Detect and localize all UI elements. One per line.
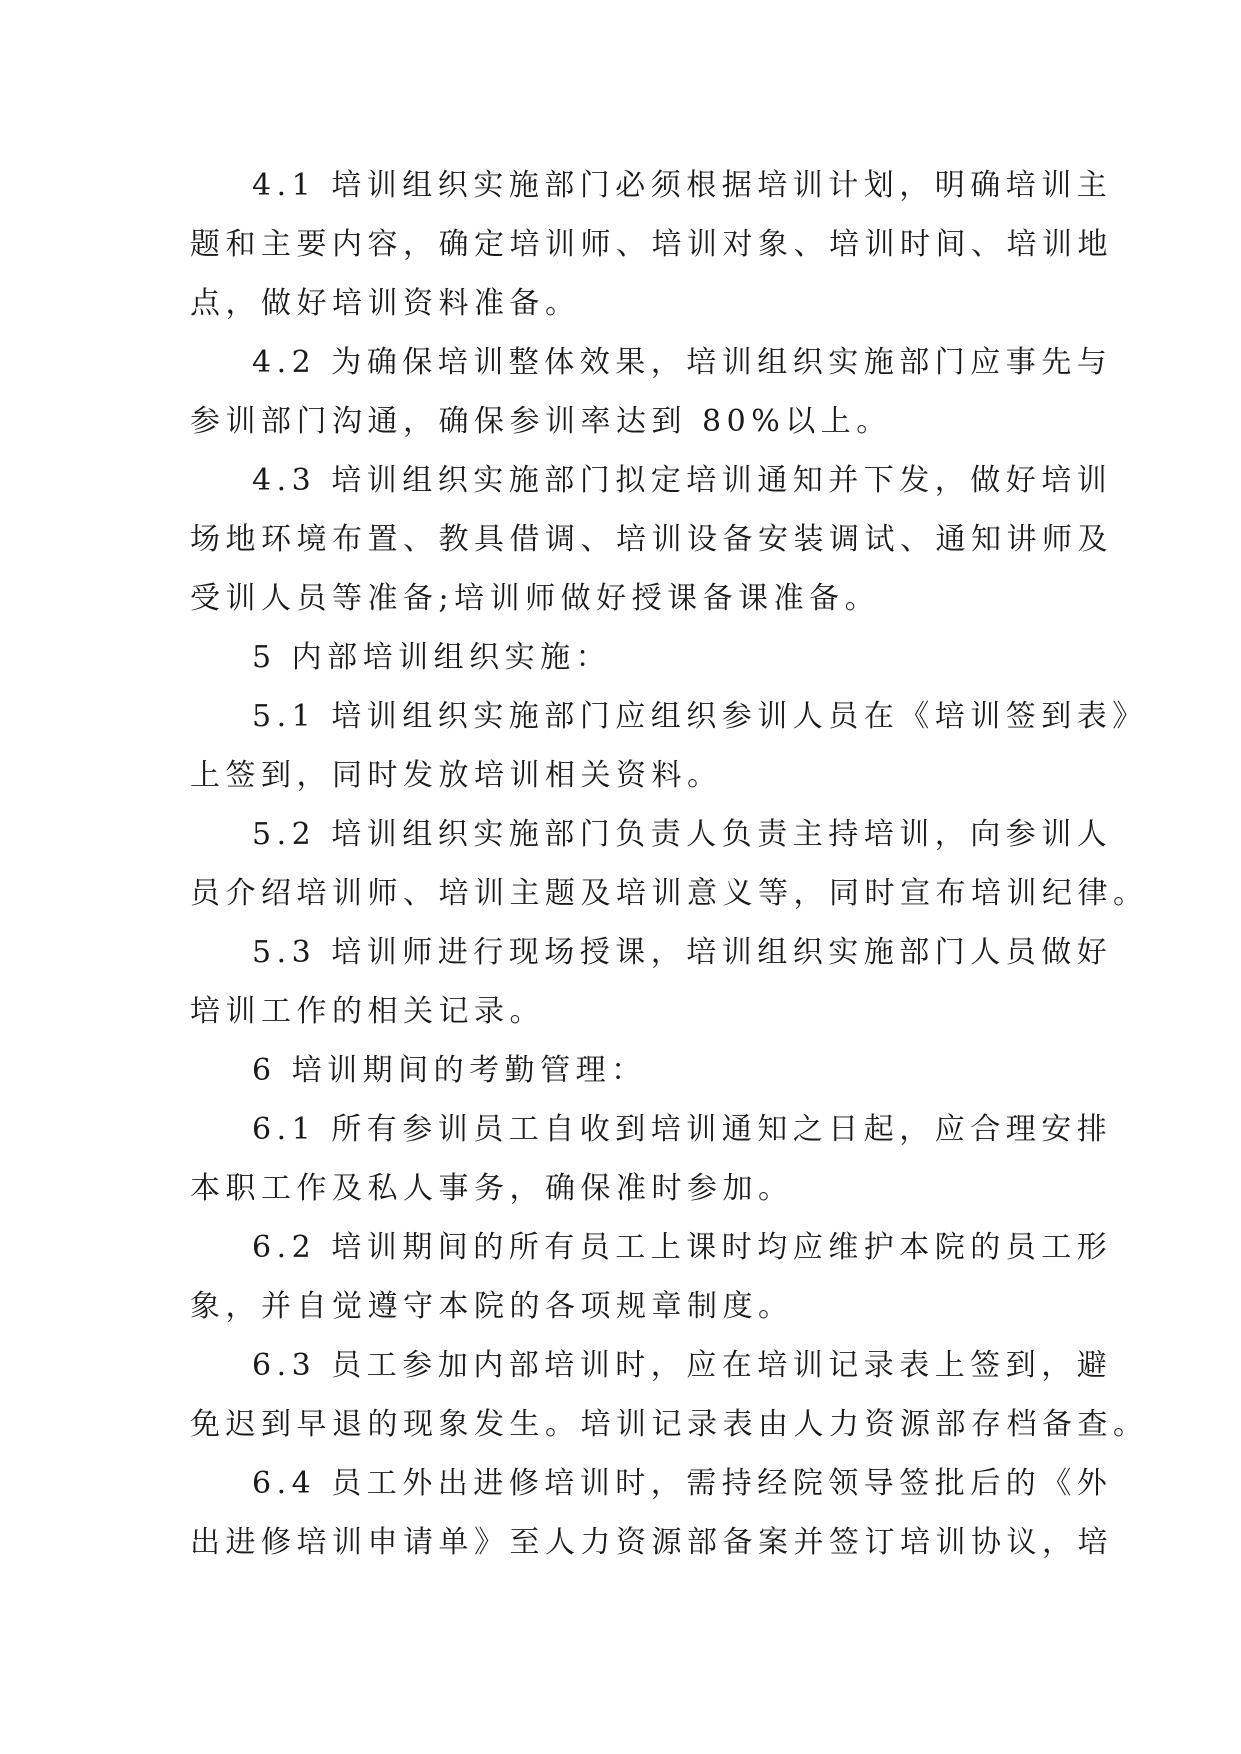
para-5-1-line-1: 5.1 培训组织实施部门应组织参训人员在《培训签到表》 <box>252 699 1148 734</box>
para-6-3-line-1: 6.3 员工参加内部培训时，应在培训记录表上签到，避 <box>252 1348 1113 1383</box>
para-4-2-line-2: 参训部门沟通，确保参训率达到 80%以上。 <box>190 404 892 439</box>
para-6-1-line-1: 6.1 所有参训员工自收到培训通知之日起，应合理安排 <box>252 1112 1113 1147</box>
para-4-1-line-3: 点，做好培训资料准备。 <box>190 286 581 321</box>
section-6-heading: 6 培训期间的考勤管理： <box>252 1053 647 1088</box>
section-5-heading: 5 内部培训组织实施： <box>252 640 612 675</box>
para-5-3-line-1: 5.3 培训师进行现场授课，培训组织实施部门人员做好 <box>252 935 1113 970</box>
para-6-2-line-1: 6.2 培训期间的所有员工上课时均应维护本院的员工形 <box>252 1230 1113 1265</box>
para-5-3-line-2: 培训工作的相关记录。 <box>190 994 545 1029</box>
para-5-1-line-2: 上签到，同时发放培训相关资料。 <box>190 758 723 793</box>
para-4-1-line-2: 题和主要内容，确定培训师、培训对象、培训时间、培训地 <box>190 227 1113 262</box>
para-4-1-line-1: 4.1 培训组织实施部门必须根据培训计划，明确培训主 <box>252 168 1113 203</box>
para-6-3-line-2: 免迟到早退的现象发生。培训记录表由人力资源部存档备查。 <box>190 1407 1149 1442</box>
para-4-3-line-3: 受训人员等准备;培训师做好授课备课准备。 <box>190 581 881 616</box>
para-6-4-line-1: 6.4 员工外出进修培训时，需持经院领导签批后的《外 <box>252 1466 1113 1501</box>
para-6-2-line-2: 象，并自觉遵守本院的各项规章制度。 <box>190 1289 794 1324</box>
para-5-2-line-2: 员介绍培训师、培训主题及培训意义等，同时宣布培训纪律。 <box>190 876 1149 911</box>
para-5-2-line-1: 5.2 培训组织实施部门负责人负责主持培训，向参训人 <box>252 817 1113 852</box>
para-4-2-line-1: 4.2 为确保培训整体效果，培训组织实施部门应事先与 <box>252 345 1113 380</box>
para-6-4-line-2: 出进修培训申请单》至人力资源部备案并签订培训协议，培 <box>190 1525 1113 1560</box>
para-4-3-line-1: 4.3 培训组织实施部门拟定培训通知并下发，做好培训 <box>252 463 1113 498</box>
para-4-3-line-2: 场地环境布置、教具借调、培训设备安装调试、通知讲师及 <box>190 522 1113 557</box>
para-6-1-line-2: 本职工作及私人事务，确保准时参加。 <box>190 1171 794 1206</box>
